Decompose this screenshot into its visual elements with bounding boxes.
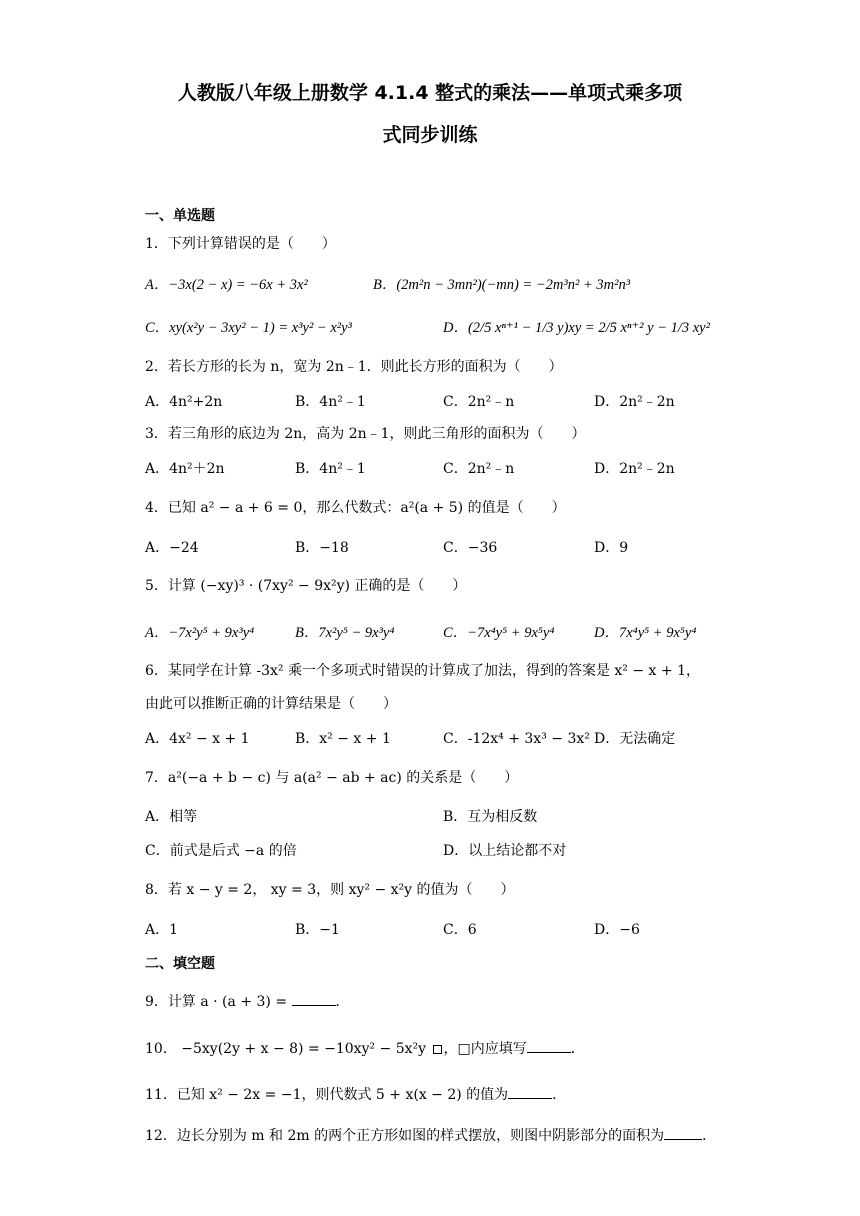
question-1-option-d: D．(2/5 xⁿ⁺¹ − 1/3 y)xy = 2/5 xⁿ⁺² y − 1/3 xy² <box>443 320 710 336</box>
question-10-text: 10． −5xy(2y + x − 8) = −10xy² − 5x²y <box>145 1041 431 1057</box>
question-8-stem: 8．若 x − y = 2， xy = 3，则 xy² − x²y 的值为（ ） <box>145 882 515 898</box>
question-1-stem: 1．下列计算错误的是（ ） <box>145 236 336 252</box>
question-2-option-a: A．4n²+2n <box>145 394 223 410</box>
question-9-text: 9．计算 a · (a + 3) = <box>145 994 292 1010</box>
question-3-stem: 3．若三角形的底边为 2n，高为 2n﹣1，则此三角形的面积为（ ） <box>145 426 586 442</box>
question-4-option-a: A．−24 <box>145 540 199 556</box>
question-6-option-c: C．-12x⁴ + 3x³ − 3x² <box>443 731 590 747</box>
question-2-option-c: C．2n²﹣n <box>443 394 515 410</box>
question-1-option-b: B．(2m²n − 3mn²)(−mn) = −2m³n² + 3m²n³ <box>373 277 631 293</box>
question-9-end: ． <box>335 994 350 1010</box>
question-7-option-c: C．前式是后式 −a 的倍 <box>145 843 297 859</box>
question-5-option-d: D．7x⁴y⁵ + 9x⁵y⁴ <box>594 625 697 641</box>
question-11 <box>145 1084 566 1104</box>
question-2-stem: 2．若长方形的长为 n，宽为 2n﹣1．则此长方形的面积为（ ） <box>145 359 563 375</box>
question-1-option-a: A．−3x(2 − x) = −6x + 3x² <box>145 277 308 293</box>
question-3-option-c: C．2n²﹣n <box>443 461 515 477</box>
section-heading-single-choice: 一、单选题 <box>145 208 215 224</box>
question-6-option-b: B．x² − x + 1 <box>295 731 391 747</box>
answer-blank[interactable] <box>292 992 336 1006</box>
question-7-option-d: D．以上结论都不对 <box>443 843 567 859</box>
question-3-option-a: A．4n²＋2n <box>145 461 225 477</box>
question-8-option-a: A．1 <box>145 922 179 938</box>
question-8-option-c: C．6 <box>443 922 477 938</box>
question-10 <box>145 1038 585 1058</box>
answer-blank[interactable] <box>664 1126 702 1140</box>
question-11-end: ． <box>552 1087 567 1103</box>
question-12-text: 12．边长分别为 m 和 2m 的两个正方形如图的样式摆放，则图中阴影部分的面积为 <box>145 1128 665 1144</box>
page-title-line2: 式同步训练 <box>382 124 478 146</box>
question-9 <box>145 991 350 1011</box>
question-11-text: 11．已知 x² − 2x = −1，则代数式 5 + x(x − 2) 的值为 <box>145 1087 509 1103</box>
question-10-end: ． <box>570 1041 585 1057</box>
question-5-option-a: A．−7x²y⁵ + 9x³y⁴ <box>145 625 255 641</box>
question-4-stem: 4．已知 a² − a + 6 = 0，那么代数式：a²(a + 5) 的值是（ ） <box>145 500 566 516</box>
question-1-option-c: C．xy(x²y − 3xy² − 1) = x³y² − x²y³ <box>145 320 352 336</box>
answer-blank[interactable] <box>508 1085 552 1099</box>
question-2-option-d: D．2n²﹣2n <box>594 394 675 410</box>
question-7-option-a: A．相等 <box>145 809 198 825</box>
answer-blank[interactable] <box>527 1039 571 1053</box>
question-7-stem: 7．a²(−a + b − c) 与 a(a² − ab + ac) 的关系是（ ） <box>145 770 519 786</box>
question-8-option-b: B．−1 <box>295 922 340 938</box>
placeholder-box-icon <box>433 1045 442 1054</box>
question-5-option-b: B．7x²y⁵ − 9x³y⁴ <box>295 625 395 641</box>
question-5-stem: 5．计算 (−xy)³ · (7xy² − 9x²y) 正确的是（ ） <box>145 578 467 594</box>
question-2-option-b: B．4n²﹣1 <box>295 394 366 410</box>
question-5-option-c: C．−7x⁴y⁵ + 9x⁵y⁴ <box>443 625 555 641</box>
question-4-option-b: B．−18 <box>295 540 349 556</box>
section-heading-fill-in: 二、填空题 <box>145 956 215 972</box>
question-7-option-b: B．互为相反数 <box>443 809 538 825</box>
question-6-stem-line2: 由此可以推断正确的计算结果是（ ） <box>145 696 397 712</box>
question-10-mid: ，□内应填写 <box>443 1041 527 1057</box>
question-6-option-d: D．无法确定 <box>594 731 676 747</box>
question-3-option-d: D．2n²﹣2n <box>594 461 675 477</box>
question-4-option-d: D．9 <box>594 540 629 556</box>
question-4-option-c: C．−36 <box>443 540 498 556</box>
page-title-line1: 人教版八年级上册数学 4.1.4 整式的乘法——单项式乘多项 <box>177 82 683 104</box>
question-6-option-a: A．4x² − x + 1 <box>145 731 250 747</box>
question-6-stem-line1: 6．某同学在计算 -3x² 乘一个多项式时错误的计算成了加法，得到的答案是 x² − x + 1， <box>145 663 700 679</box>
question-3-option-b: B．4n²﹣1 <box>295 461 366 477</box>
question-12-end: ． <box>702 1128 717 1144</box>
question-8-option-d: D．−6 <box>594 922 640 938</box>
question-12 <box>145 1125 716 1145</box>
